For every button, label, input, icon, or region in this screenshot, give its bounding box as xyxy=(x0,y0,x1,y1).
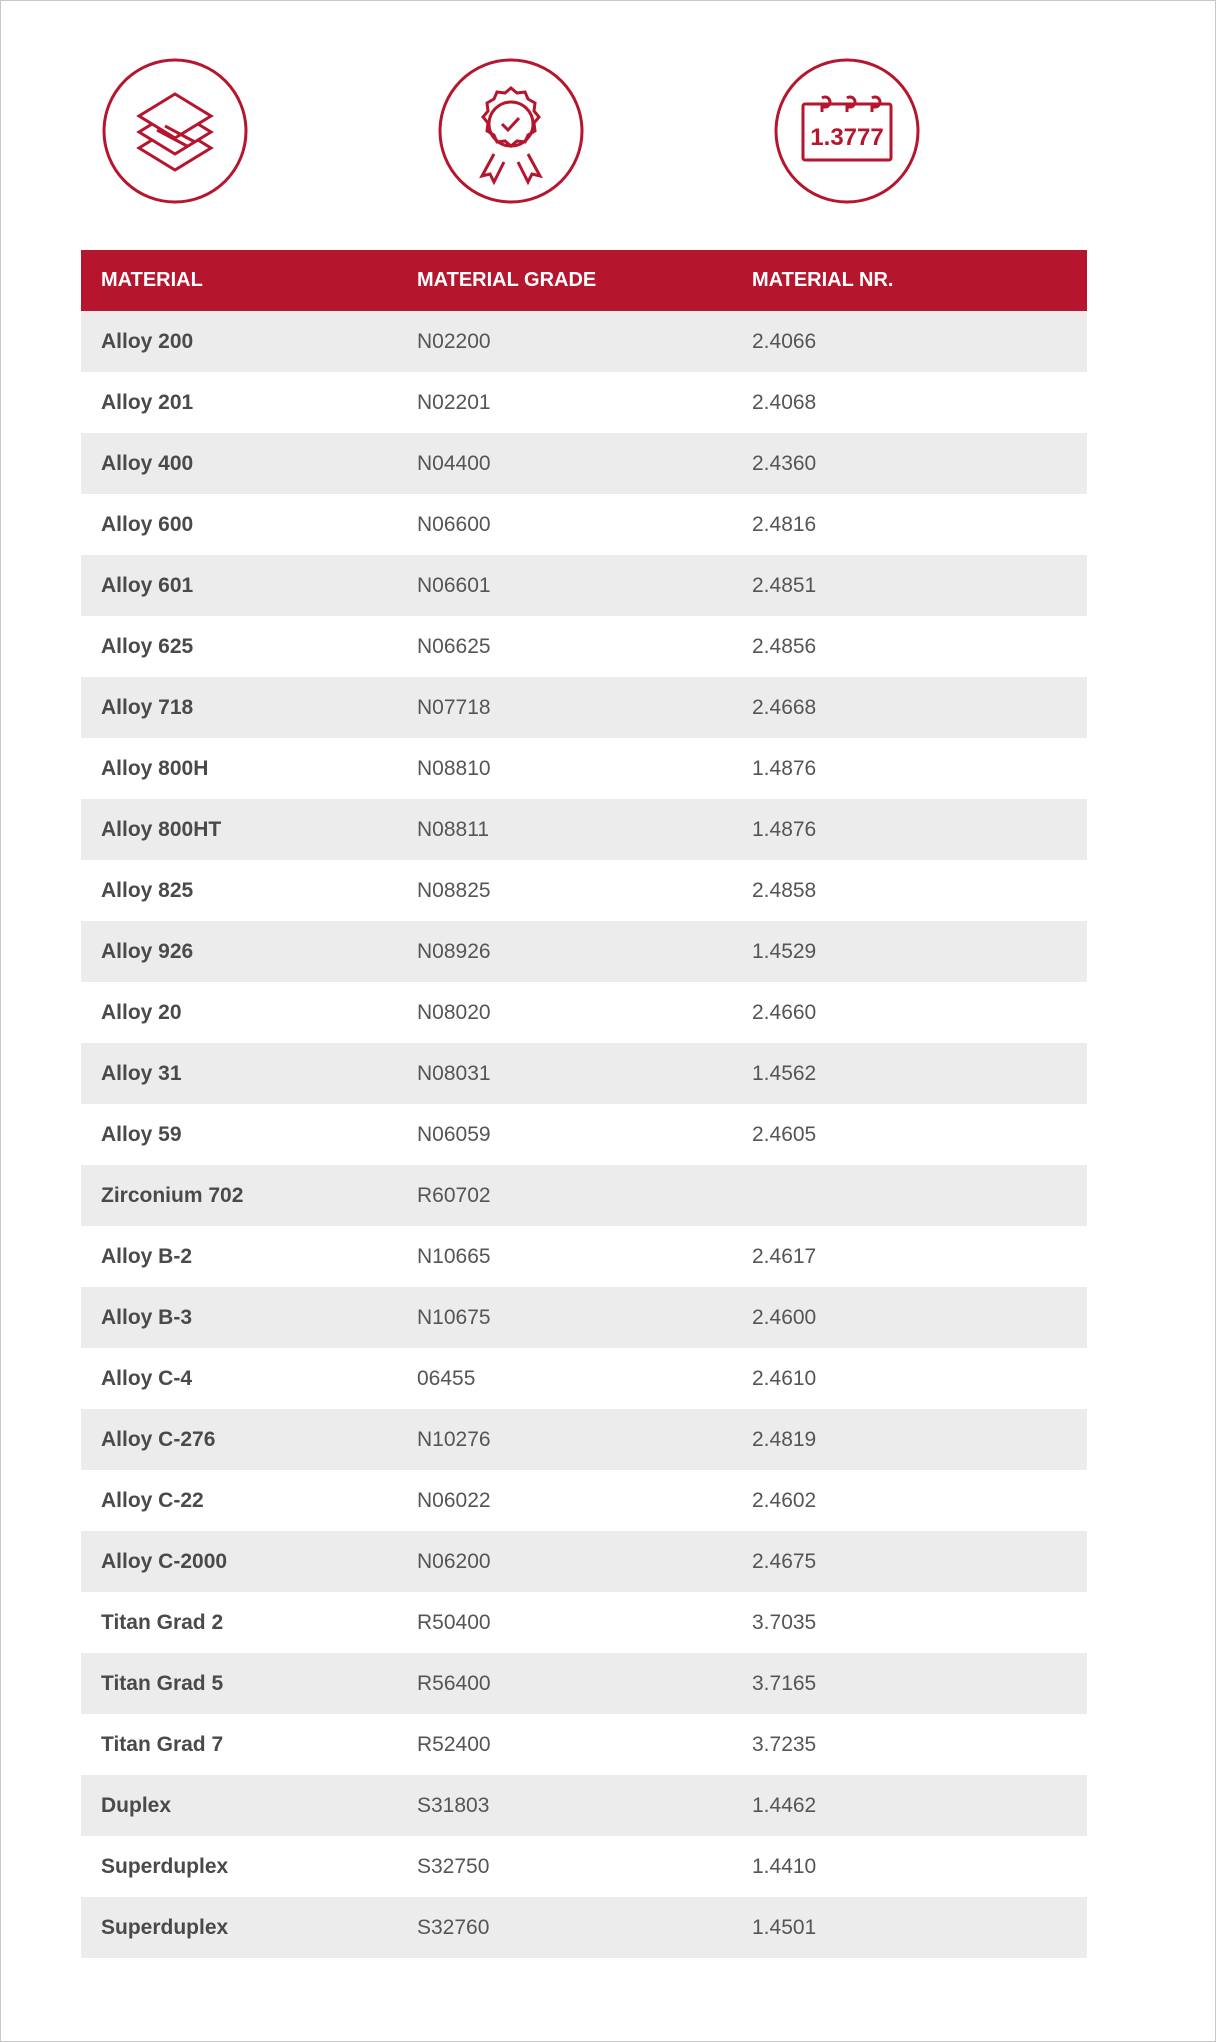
cell-nr: 2.4858 xyxy=(752,878,817,902)
cell-material: Alloy C-22 xyxy=(101,1488,204,1512)
cell-nr: 2.4856 xyxy=(752,634,817,658)
cell-grade: N02200 xyxy=(417,329,491,353)
cell-nr: 2.4605 xyxy=(752,1122,817,1146)
table-row xyxy=(81,677,1087,738)
cell-nr: 1.4529 xyxy=(752,939,817,963)
cell-material: Alloy B-3 xyxy=(101,1305,193,1329)
materials-table xyxy=(81,250,1087,1958)
cell-nr: 2.4066 xyxy=(752,329,817,353)
table-row xyxy=(81,1226,1087,1287)
cell-material: Alloy 201 xyxy=(101,390,194,414)
cell-grade: N07718 xyxy=(417,695,491,719)
cell-material: Alloy B-2 xyxy=(101,1244,193,1268)
cell-grade: N08031 xyxy=(417,1061,491,1085)
table-row xyxy=(81,1287,1087,1348)
cell-grade: N02201 xyxy=(417,390,491,414)
table-row xyxy=(81,1592,1087,1653)
table-row xyxy=(81,1409,1087,1470)
cell-material: Alloy 926 xyxy=(101,939,194,963)
layers-icon xyxy=(102,58,248,204)
cell-nr: 3.7235 xyxy=(752,1732,817,1756)
table-row xyxy=(81,1165,1087,1226)
table-row xyxy=(81,1714,1087,1775)
cell-nr: 2.4602 xyxy=(752,1488,817,1512)
cell-nr: 2.4068 xyxy=(752,390,817,414)
table-row xyxy=(81,1043,1087,1104)
table-row xyxy=(81,860,1087,921)
cell-nr: 2.4675 xyxy=(752,1549,817,1573)
cell-grade: R50400 xyxy=(417,1610,491,1634)
table-row xyxy=(81,921,1087,982)
cell-grade: N08926 xyxy=(417,939,491,963)
cell-material: Alloy 600 xyxy=(101,512,194,536)
cell-material: Alloy 200 xyxy=(101,329,194,353)
cell-material: Titan Grad 7 xyxy=(101,1732,224,1756)
cell-material: Alloy C-2000 xyxy=(101,1549,228,1573)
cell-nr: 1.4462 xyxy=(752,1793,817,1817)
cell-grade: N06601 xyxy=(417,573,491,597)
cell-grade: R60702 xyxy=(417,1183,491,1207)
cell-grade: N04400 xyxy=(417,451,491,475)
cell-nr: 1.4501 xyxy=(752,1915,817,1939)
cell-nr: 1.4562 xyxy=(752,1061,817,1085)
cell-material: Alloy 400 xyxy=(101,451,194,475)
cell-nr: 2.4360 xyxy=(752,451,817,475)
cell-nr: 1.4876 xyxy=(752,817,817,841)
cell-nr: 2.4617 xyxy=(752,1244,817,1268)
cell-nr: 2.4819 xyxy=(752,1427,817,1451)
cell-material: Alloy 31 xyxy=(101,1061,182,1085)
table-row xyxy=(81,616,1087,677)
cell-material: Alloy 825 xyxy=(101,878,194,902)
cell-material: Duplex xyxy=(101,1793,172,1817)
cell-nr: 1.4410 xyxy=(752,1854,817,1878)
cell-material: Superduplex xyxy=(101,1915,229,1939)
table-row xyxy=(81,1470,1087,1531)
table-row xyxy=(81,1104,1087,1165)
cell-material: Alloy 20 xyxy=(101,1000,182,1024)
table-row xyxy=(81,1653,1087,1714)
table-row xyxy=(81,372,1087,433)
cell-material: Alloy C-4 xyxy=(101,1366,193,1390)
cell-grade: N06059 xyxy=(417,1122,491,1146)
cell-grade: S32760 xyxy=(417,1915,490,1939)
table-header xyxy=(81,250,1087,311)
table-row xyxy=(81,433,1087,494)
cell-grade: R52400 xyxy=(417,1732,491,1756)
cell-grade: N10665 xyxy=(417,1244,491,1268)
cell-grade: S31803 xyxy=(417,1793,490,1817)
table-row xyxy=(81,982,1087,1043)
cell-grade: N06200 xyxy=(417,1549,491,1573)
cell-grade: R56400 xyxy=(417,1671,491,1695)
cell-nr: 2.4610 xyxy=(752,1366,817,1390)
table-row xyxy=(81,738,1087,799)
table-row xyxy=(81,1775,1087,1836)
cell-grade: N08810 xyxy=(417,756,491,780)
table-row xyxy=(81,1836,1087,1897)
cell-material: Alloy 800H xyxy=(101,756,209,780)
cell-nr: 2.4668 xyxy=(752,695,817,719)
header-material-nr: MATERIAL NR. xyxy=(752,269,894,291)
cell-nr: 2.4660 xyxy=(752,1000,817,1024)
cell-grade: N10675 xyxy=(417,1305,491,1329)
cell-material: Superduplex xyxy=(101,1854,229,1878)
cell-nr: 2.4600 xyxy=(752,1305,817,1329)
header-material-grade: MATERIAL GRADE xyxy=(417,269,597,291)
calendar-number-text: 1.3777 xyxy=(810,124,884,151)
cell-grade: N08020 xyxy=(417,1000,491,1024)
cell-nr: 3.7035 xyxy=(752,1610,817,1634)
cell-nr: 2.4816 xyxy=(752,512,817,536)
cell-material: Alloy 625 xyxy=(101,634,194,658)
table-row xyxy=(81,494,1087,555)
cell-material: Alloy C-276 xyxy=(101,1427,216,1451)
table-row xyxy=(81,311,1087,372)
cell-nr: 3.7165 xyxy=(752,1671,817,1695)
cell-grade: N08825 xyxy=(417,878,491,902)
cell-nr: 2.4851 xyxy=(752,573,817,597)
cell-material: Titan Grad 2 xyxy=(101,1610,224,1634)
cell-material: Alloy 601 xyxy=(101,573,194,597)
cell-material: Alloy 59 xyxy=(101,1122,182,1146)
cell-material: Titan Grad 5 xyxy=(101,1671,224,1695)
cell-grade: S32750 xyxy=(417,1854,490,1878)
cell-material: Alloy 718 xyxy=(101,695,194,719)
table-row xyxy=(81,1531,1087,1592)
cell-grade: N06625 xyxy=(417,634,491,658)
award-rosette-icon xyxy=(438,58,584,204)
cell-grade: N08811 xyxy=(417,817,490,841)
cell-grade: N06600 xyxy=(417,512,491,536)
table-row xyxy=(81,1897,1087,1958)
table-row xyxy=(81,555,1087,616)
calendar-number-icon xyxy=(774,58,920,204)
table-row xyxy=(81,1348,1087,1409)
cell-grade: 06455 xyxy=(417,1366,476,1390)
cell-grade: N06022 xyxy=(417,1488,491,1512)
header-material: MATERIAL xyxy=(101,269,203,291)
cell-nr: 1.4876 xyxy=(752,756,817,780)
cell-material: Zirconium 702 xyxy=(101,1183,244,1207)
cell-material: Alloy 800HT xyxy=(101,817,222,841)
cell-grade: N10276 xyxy=(417,1427,491,1451)
table-row xyxy=(81,799,1087,860)
